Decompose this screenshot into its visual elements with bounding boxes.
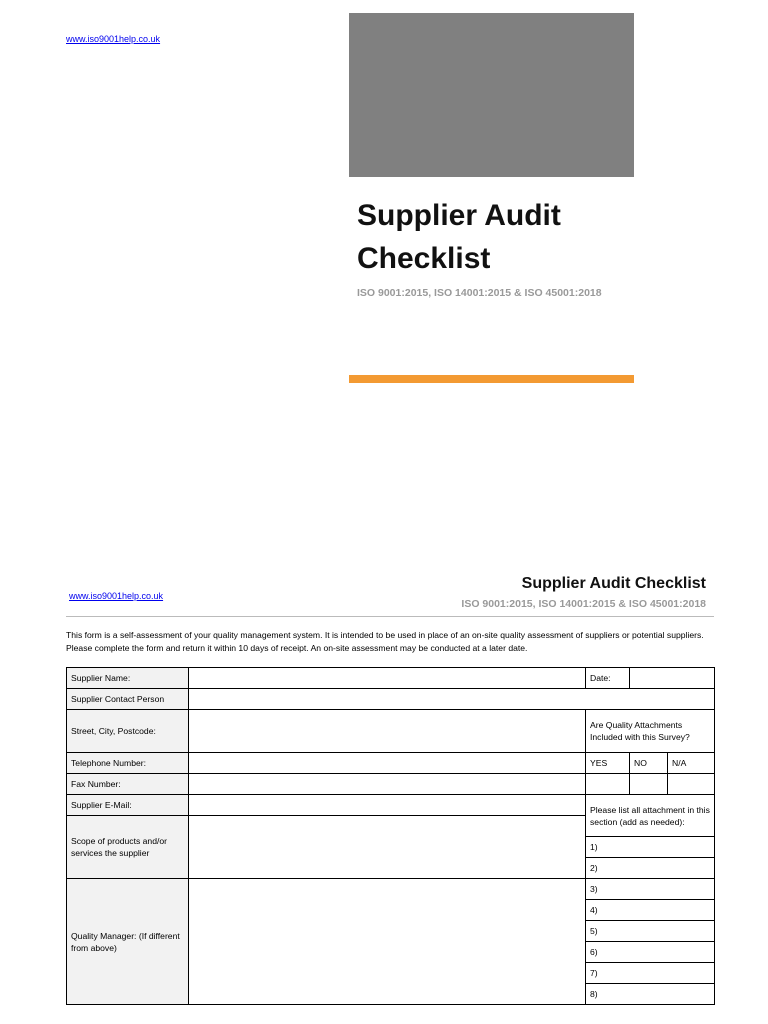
attachment-item-2[interactable]: 2) [586,858,715,879]
supplier-form-table [66,667,715,1005]
page-title: Supplier Audit Checklist [521,575,706,592]
yes-label: YES [586,753,630,774]
scope-field[interactable] [189,816,586,879]
supplier-name-field[interactable] [189,668,586,689]
attachment-item-4[interactable]: 4) [586,900,715,921]
attachment-item-1[interactable]: 1) [586,837,715,858]
na-checkbox[interactable] [668,774,715,795]
email-label: Supplier E-Mail: [67,795,189,816]
no-label: NO [630,753,668,774]
cover-image-placeholder [349,13,634,177]
quality-manager-label: Quality Manager: (If different from above) [67,879,189,1005]
accent-bar [349,375,634,383]
yes-checkbox[interactable] [586,774,630,795]
contact-person-label: Supplier Contact Person [67,689,189,710]
list-attachments-note: Please list all attachment in this section (add as needed): [586,795,715,837]
attachments-question: Are Quality Attachments Included with this Survey? [586,710,715,753]
website-link-page2[interactable]: www.iso9001help.co.uk [69,591,164,601]
cover-subtitle: ISO 9001:2015, ISO 14001:2015 & ISO 45001:2018 [357,287,602,299]
attachment-item-6[interactable]: 6) [586,942,715,963]
no-checkbox[interactable] [630,774,668,795]
address-label: Street, City, Postcode: [67,710,189,753]
attachment-item-3[interactable]: 3) [586,879,715,900]
scope-label: Scope of products and/or services the supplier [67,816,189,879]
date-label: Date: [586,668,630,689]
telephone-label: Telephone Number: [67,753,189,774]
fax-field[interactable] [189,774,586,795]
website-link[interactable]: www.iso9001help.co.uk [66,34,161,44]
cover-title: Supplier Audit Checklist [357,199,561,275]
page-subtitle: ISO 9001:2015, ISO 14001:2015 & ISO 45001:2018 [461,598,706,610]
address-field[interactable] [189,710,586,753]
na-label: N/A [668,753,715,774]
supplier-name-label: Supplier Name: [67,668,189,689]
intro-text: This form is a self-assessment of your quality management system. It is intended to be used in place of an on-site quality assessment of suppliers or potential suppliers. Please complete the form and return it within 10 days of receipt. An on-site assessment may be conducted at a later date. [66,630,704,653]
quality-manager-field[interactable] [189,879,586,1005]
email-field[interactable] [189,795,586,816]
contact-person-field[interactable] [189,689,715,710]
attachment-item-7[interactable]: 7) [586,963,715,984]
attachment-item-5[interactable]: 5) [586,921,715,942]
date-field[interactable] [630,668,715,689]
telephone-field[interactable] [189,753,586,774]
attachment-item-8[interactable]: 8) [586,984,715,1005]
fax-label: Fax Number: [67,774,189,795]
header-divider [66,616,714,617]
